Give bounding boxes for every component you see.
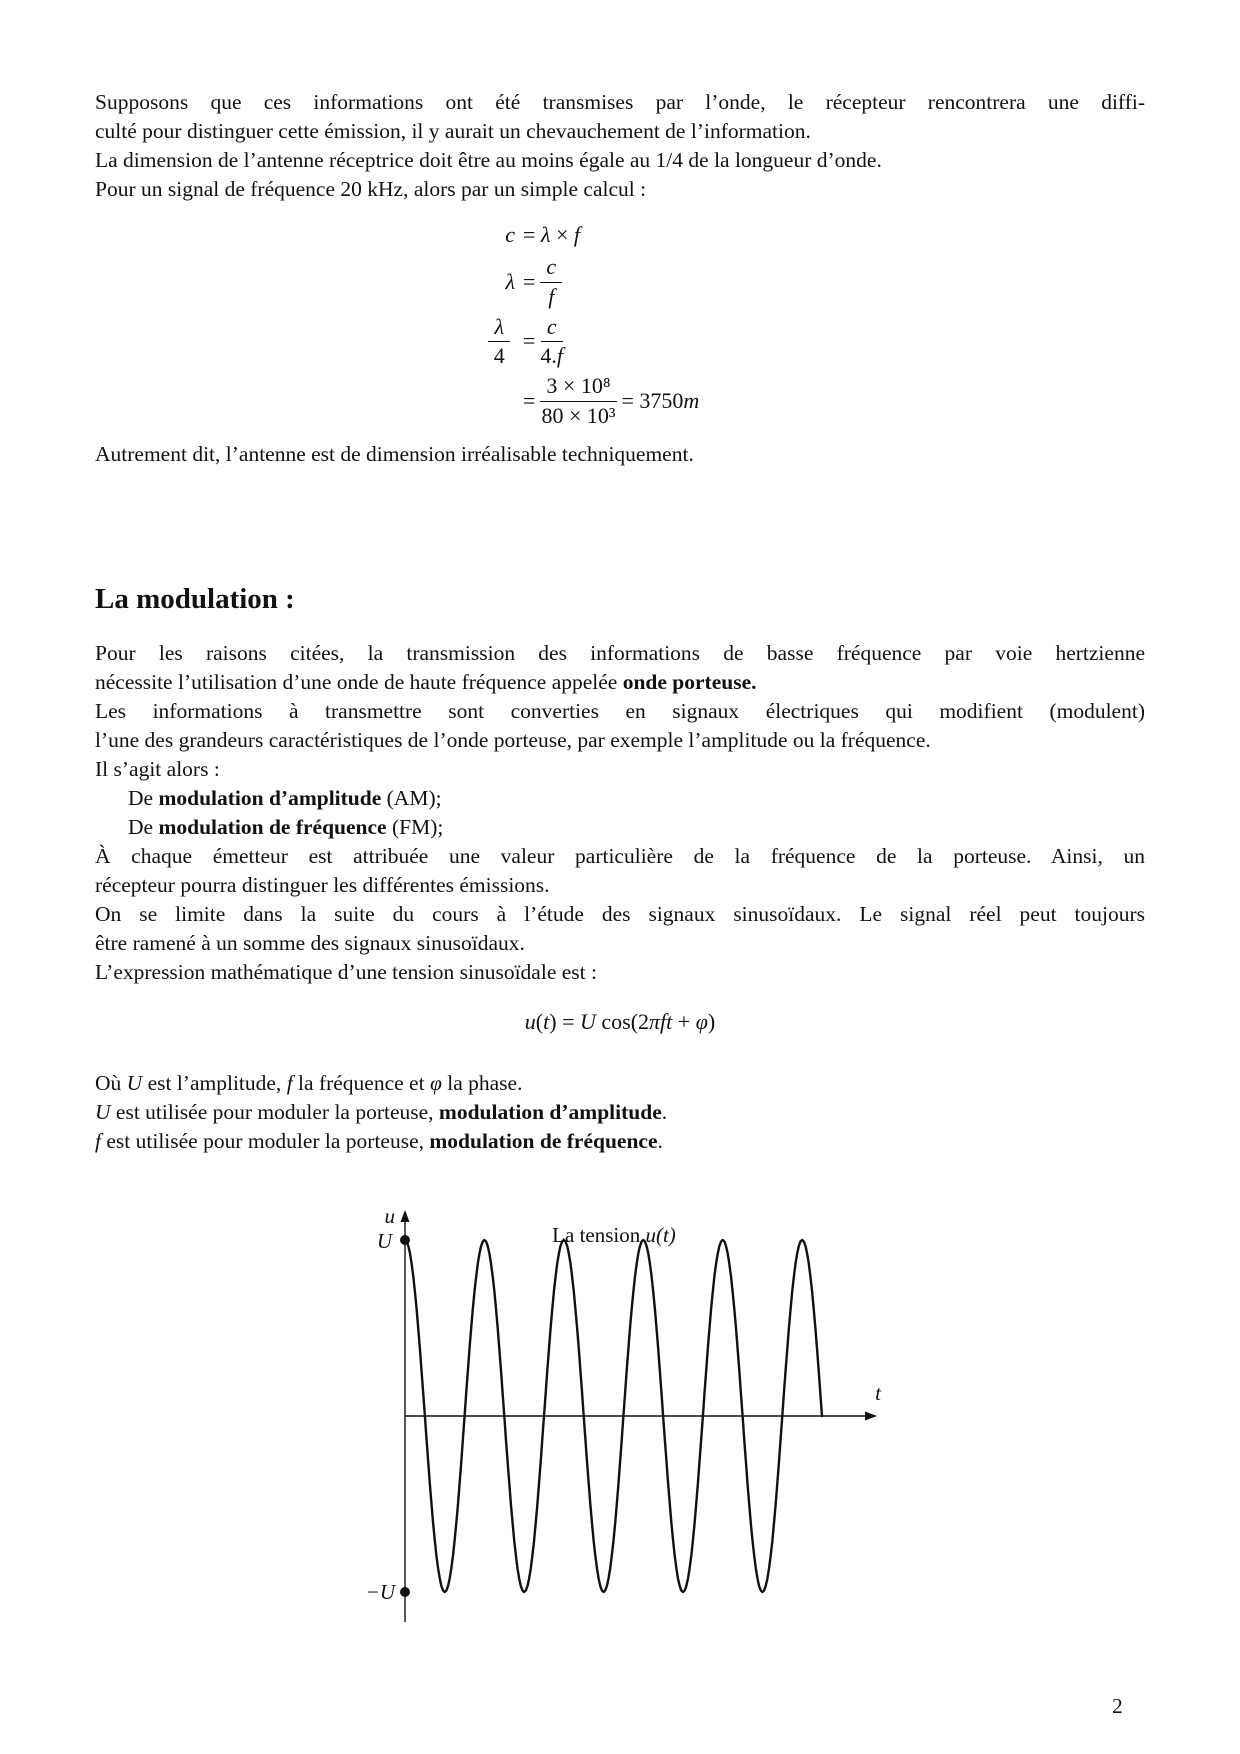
equation-text [523,220,580,249]
text-segment: u [524,1008,536,1034]
text-segment: φ [695,1008,708,1034]
equation-rhs [523,220,580,249]
equation-lhs [95,267,515,296]
text-segment: = [523,268,536,294]
text-segment: × [550,222,574,247]
fraction-numerator [541,314,563,343]
text-segment: = [523,328,536,354]
fraction [540,254,562,309]
text-segment: modulation d’amplitude [158,785,382,810]
text-segment: ( [535,1008,544,1034]
text-segment: la phase. [441,1070,523,1095]
text-segment: modulation de fréquence [158,814,387,839]
text-segment: = [523,387,536,413]
list-item-fm [95,813,1145,842]
equation-row-4 [95,373,1145,428]
text-segment: f [556,343,564,369]
text-segment: 4 [493,343,505,369]
fraction [540,314,563,369]
text-segment: m [683,387,700,413]
equals-sign [523,326,535,355]
text-segment: . [657,1128,663,1153]
page-number: 2 [1112,1694,1123,1718]
text-segment: Les informations à transmettre sont converties en signaux électriques qui modifient (modulent) [95,698,1145,723]
text-line [95,958,1145,987]
fraction-numerator [540,254,562,283]
text-segment: Autrement dit, l’antenne est de dimension irréalisable techniquement. [95,441,694,466]
equation-row-3 [95,314,1145,369]
text-line [95,726,1145,755]
text-segment: t [543,1008,550,1034]
text-segment: l’une des grandeurs caractéristiques de l’onde porteuse, par exemple l’amplitude ou la fréquence. [95,727,931,752]
text-line [95,1127,1145,1156]
equation-rhs [523,373,699,428]
text-segment: À chaque émetteur est attribuée une valeur particulière de la fréquence de la porteuse. Ainsi, un [95,843,1145,868]
text-line [95,900,1145,929]
fraction-denominator [494,342,505,368]
text-segment: Supposons que ces informations ont été transmises par l’onde, le récepteur rencontrera une diffi- [95,90,1145,114]
equals-sign [523,267,535,296]
paragraph-conclusion [95,440,1145,469]
fraction [488,314,510,369]
text-line [95,117,1145,146]
equation-row-2 [95,254,1145,309]
text-segment: πft [649,1008,673,1034]
text-segment: La dimension de l’antenne réceptrice doit être au moins égale au 1/4 de la longueur d’onde. [95,148,882,172]
text-line [95,639,1145,668]
text-segment: est l’amplitude, [142,1070,287,1095]
text-segment: φ [429,1070,442,1095]
text-segment: λ [540,222,551,247]
paragraph-2 [95,639,1145,987]
text-segment: Il s’agit alors : [95,756,220,781]
text-segment: De [128,785,159,810]
text-segment: + [672,1008,696,1034]
text-segment: modulation d’amplitude [438,1099,662,1124]
u-min-marker [400,1587,410,1597]
text-segment: est utilisée pour moduler la porteuse, [100,1128,430,1153]
text-segment: est utilisée pour moduler la porteuse, [110,1099,439,1124]
text-segment: 3 × 10⁸ [546,373,611,398]
text-segment: f [548,283,555,309]
text-segment: U [126,1070,143,1095]
text-segment: ) [707,1008,716,1034]
list-item-am [95,784,1145,813]
text-line [95,1098,1145,1127]
text-line [95,755,1145,784]
text-segment: = 3750 [621,387,684,413]
u-max-marker [400,1235,410,1245]
text-segment: c [546,254,557,279]
text-segment: culté pour distinguer cette émission, il y aurait un chevauchement de l’information. [95,119,811,143]
fraction-numerator [540,373,616,402]
text-segment: récepteur pourra distinguer les différentes émissions. [95,872,550,897]
paragraph-3 [95,1069,1145,1156]
equals-sign [523,386,535,415]
text-segment: f [95,1128,101,1153]
text-segment: nécessite l’utilisation d’une onde de haute fréquence appelée [95,669,623,694]
chart-title-math: u(t) [645,1223,676,1247]
text-line [95,1069,1145,1098]
fraction [540,373,616,428]
equation-lhs [95,314,515,369]
text-segment: λ [494,313,504,339]
text-segment: Pour les raisons citées, la transmission des informations de basse fréquence par voie hertzienne [95,640,1145,665]
tension-graph [340,1202,910,1632]
text-segment: 4. [540,343,557,369]
text-line [95,929,1145,958]
equation-rhs [523,314,568,369]
text-line [95,842,1145,871]
paragraph-1 [95,88,1145,204]
text-segment: U [95,1099,111,1124]
text-segment: λ [505,268,515,294]
text-segment: c [505,222,515,247]
text-line [95,871,1145,900]
chart-title-text: La tension [552,1223,646,1247]
section-title: La modulation : [95,582,295,615]
text-segment: . [661,1099,668,1124]
fraction-numerator [488,314,510,343]
fraction-denominator [541,402,615,428]
text-segment: f [286,1070,293,1095]
page-content [95,0,1145,1156]
fraction-denominator [540,342,563,368]
text-segment: Où [95,1070,127,1095]
fraction-denominator [548,283,554,309]
u-min-label: −U [365,1580,395,1604]
text-segment: modulation de fréquence [429,1128,658,1153]
tension-graph-svg [340,1202,910,1632]
y-axis-label: u [384,1204,395,1228]
text-segment: Pour un signal de fréquence 20 kHz, alors par un simple calcul : [95,177,647,201]
text-segment: (FM); [386,814,444,839]
equation-rhs [523,254,567,309]
y-axis-arrow-icon [401,1210,410,1222]
equation-block [95,220,1145,428]
equation-row-1 [95,220,1145,249]
text-segment: L’expression mathématique d’une tension sinusoïdale est : [95,959,597,984]
text-segment: cos(2 [595,1008,650,1034]
equation-lhs [95,220,515,249]
text-segment: onde porteuse. [622,669,757,694]
x-axis-arrow-icon [865,1412,877,1421]
text-line [95,146,1145,175]
text-segment: De [128,814,159,839]
equation-result [622,386,700,415]
u-max-label: U [376,1229,392,1253]
text-segment: = [523,222,541,247]
x-axis-label: t [875,1381,881,1405]
chart-title [552,1223,676,1247]
text-segment: ) = [549,1008,580,1034]
text-line [95,88,1145,117]
text-line [95,697,1145,726]
text-segment: U [579,1008,596,1034]
text-segment: f [573,222,580,247]
formula-ut [95,1007,1145,1037]
text-line [95,668,1145,697]
text-segment: (AM); [381,785,442,810]
text-segment: la fréquence et [292,1070,430,1095]
text-segment: être ramené à un somme des signaux sinusoïdaux. [95,930,525,955]
text-line [95,175,1145,204]
text-segment: On se limite dans la suite du cours à l’étude des signaux sinusoïdaux. Le signal réel peut toujours [95,901,1145,926]
text-segment: c [546,313,557,339]
text-segment: 80 × 10³ [541,402,616,428]
